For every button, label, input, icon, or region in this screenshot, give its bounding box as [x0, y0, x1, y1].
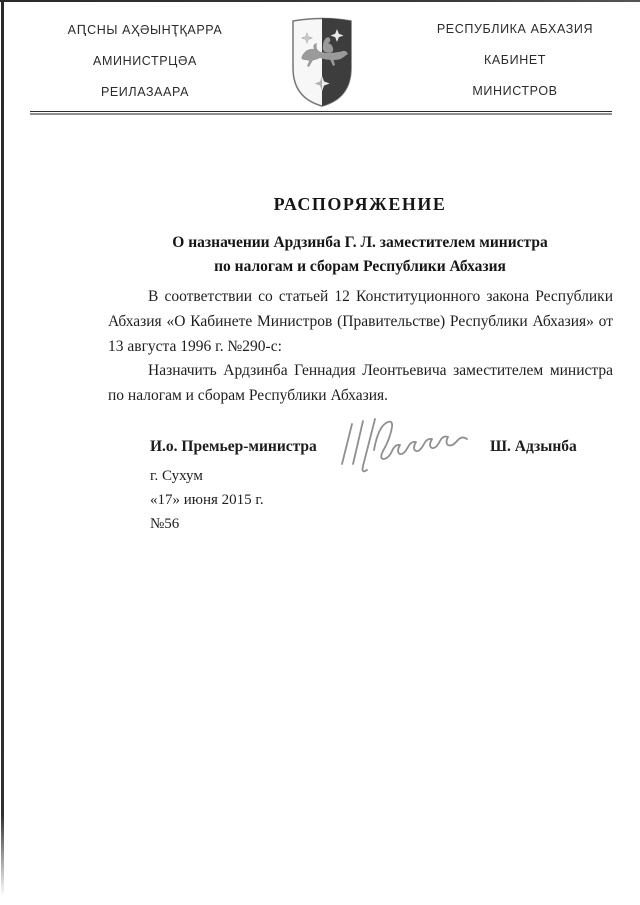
abkhazia-coat-of-arms-icon: [290, 16, 354, 108]
letterhead-russian-line3: МИНИСТРОВ: [472, 84, 558, 98]
document-footer: [150, 468, 264, 540]
footer-number: №56: [150, 516, 180, 532]
letterhead-divider-rule: [30, 111, 612, 116]
scan-edge-top: [0, 0, 640, 2]
signer-name: Ш. Адзынба: [490, 438, 577, 455]
signer-position-title: И.о. Премьер-министра: [150, 438, 317, 455]
document-subject-line1: О назначении Ардзинба Г. Л. заместителем министра: [172, 234, 548, 251]
letterhead-russian-line2: КАБИНЕТ: [483, 53, 546, 67]
scan-edge-left: [1, 0, 4, 905]
letterhead-russian: [400, 22, 630, 115]
body-paragraph-appointment: Назначить Ардзинба Геннадия Леонтьевича заместителем министра по налогам и сборам Республики Абхазия.: [108, 362, 613, 404]
letterhead-russian-line1: РЕСПУБЛИКА АБХАЗИЯ: [436, 22, 594, 36]
letterhead-abkhaz-line3: РЕИЛАЗААРА: [100, 85, 190, 99]
footer-city: г. Сухум: [150, 468, 203, 484]
letterhead-abkhaz-line1: АԤСНЫ АҲӘЫНҬҚАРРА: [67, 23, 223, 37]
footer-date: «17» июня 2015 г.: [150, 492, 264, 508]
letterhead-abkhaz: [30, 22, 260, 116]
letterhead-abkhaz-line2: АМИНИСТРЦӘА: [93, 54, 197, 68]
body-paragraph-legal-basis: В соответствии со статьей 12 Конституционного закона Республики Абхазия «О Кабинете Министров (Правительстве) Республики Абхазия» от 13 августа 1996 г. №290-с:: [108, 288, 613, 355]
document-subject-line2: по налогам и сборам Республики Абхазия: [214, 258, 506, 275]
document-subject: [108, 231, 612, 279]
document-title: РАСПОРЯЖЕНИЕ: [273, 194, 447, 214]
handwritten-signature-icon: [330, 412, 475, 474]
